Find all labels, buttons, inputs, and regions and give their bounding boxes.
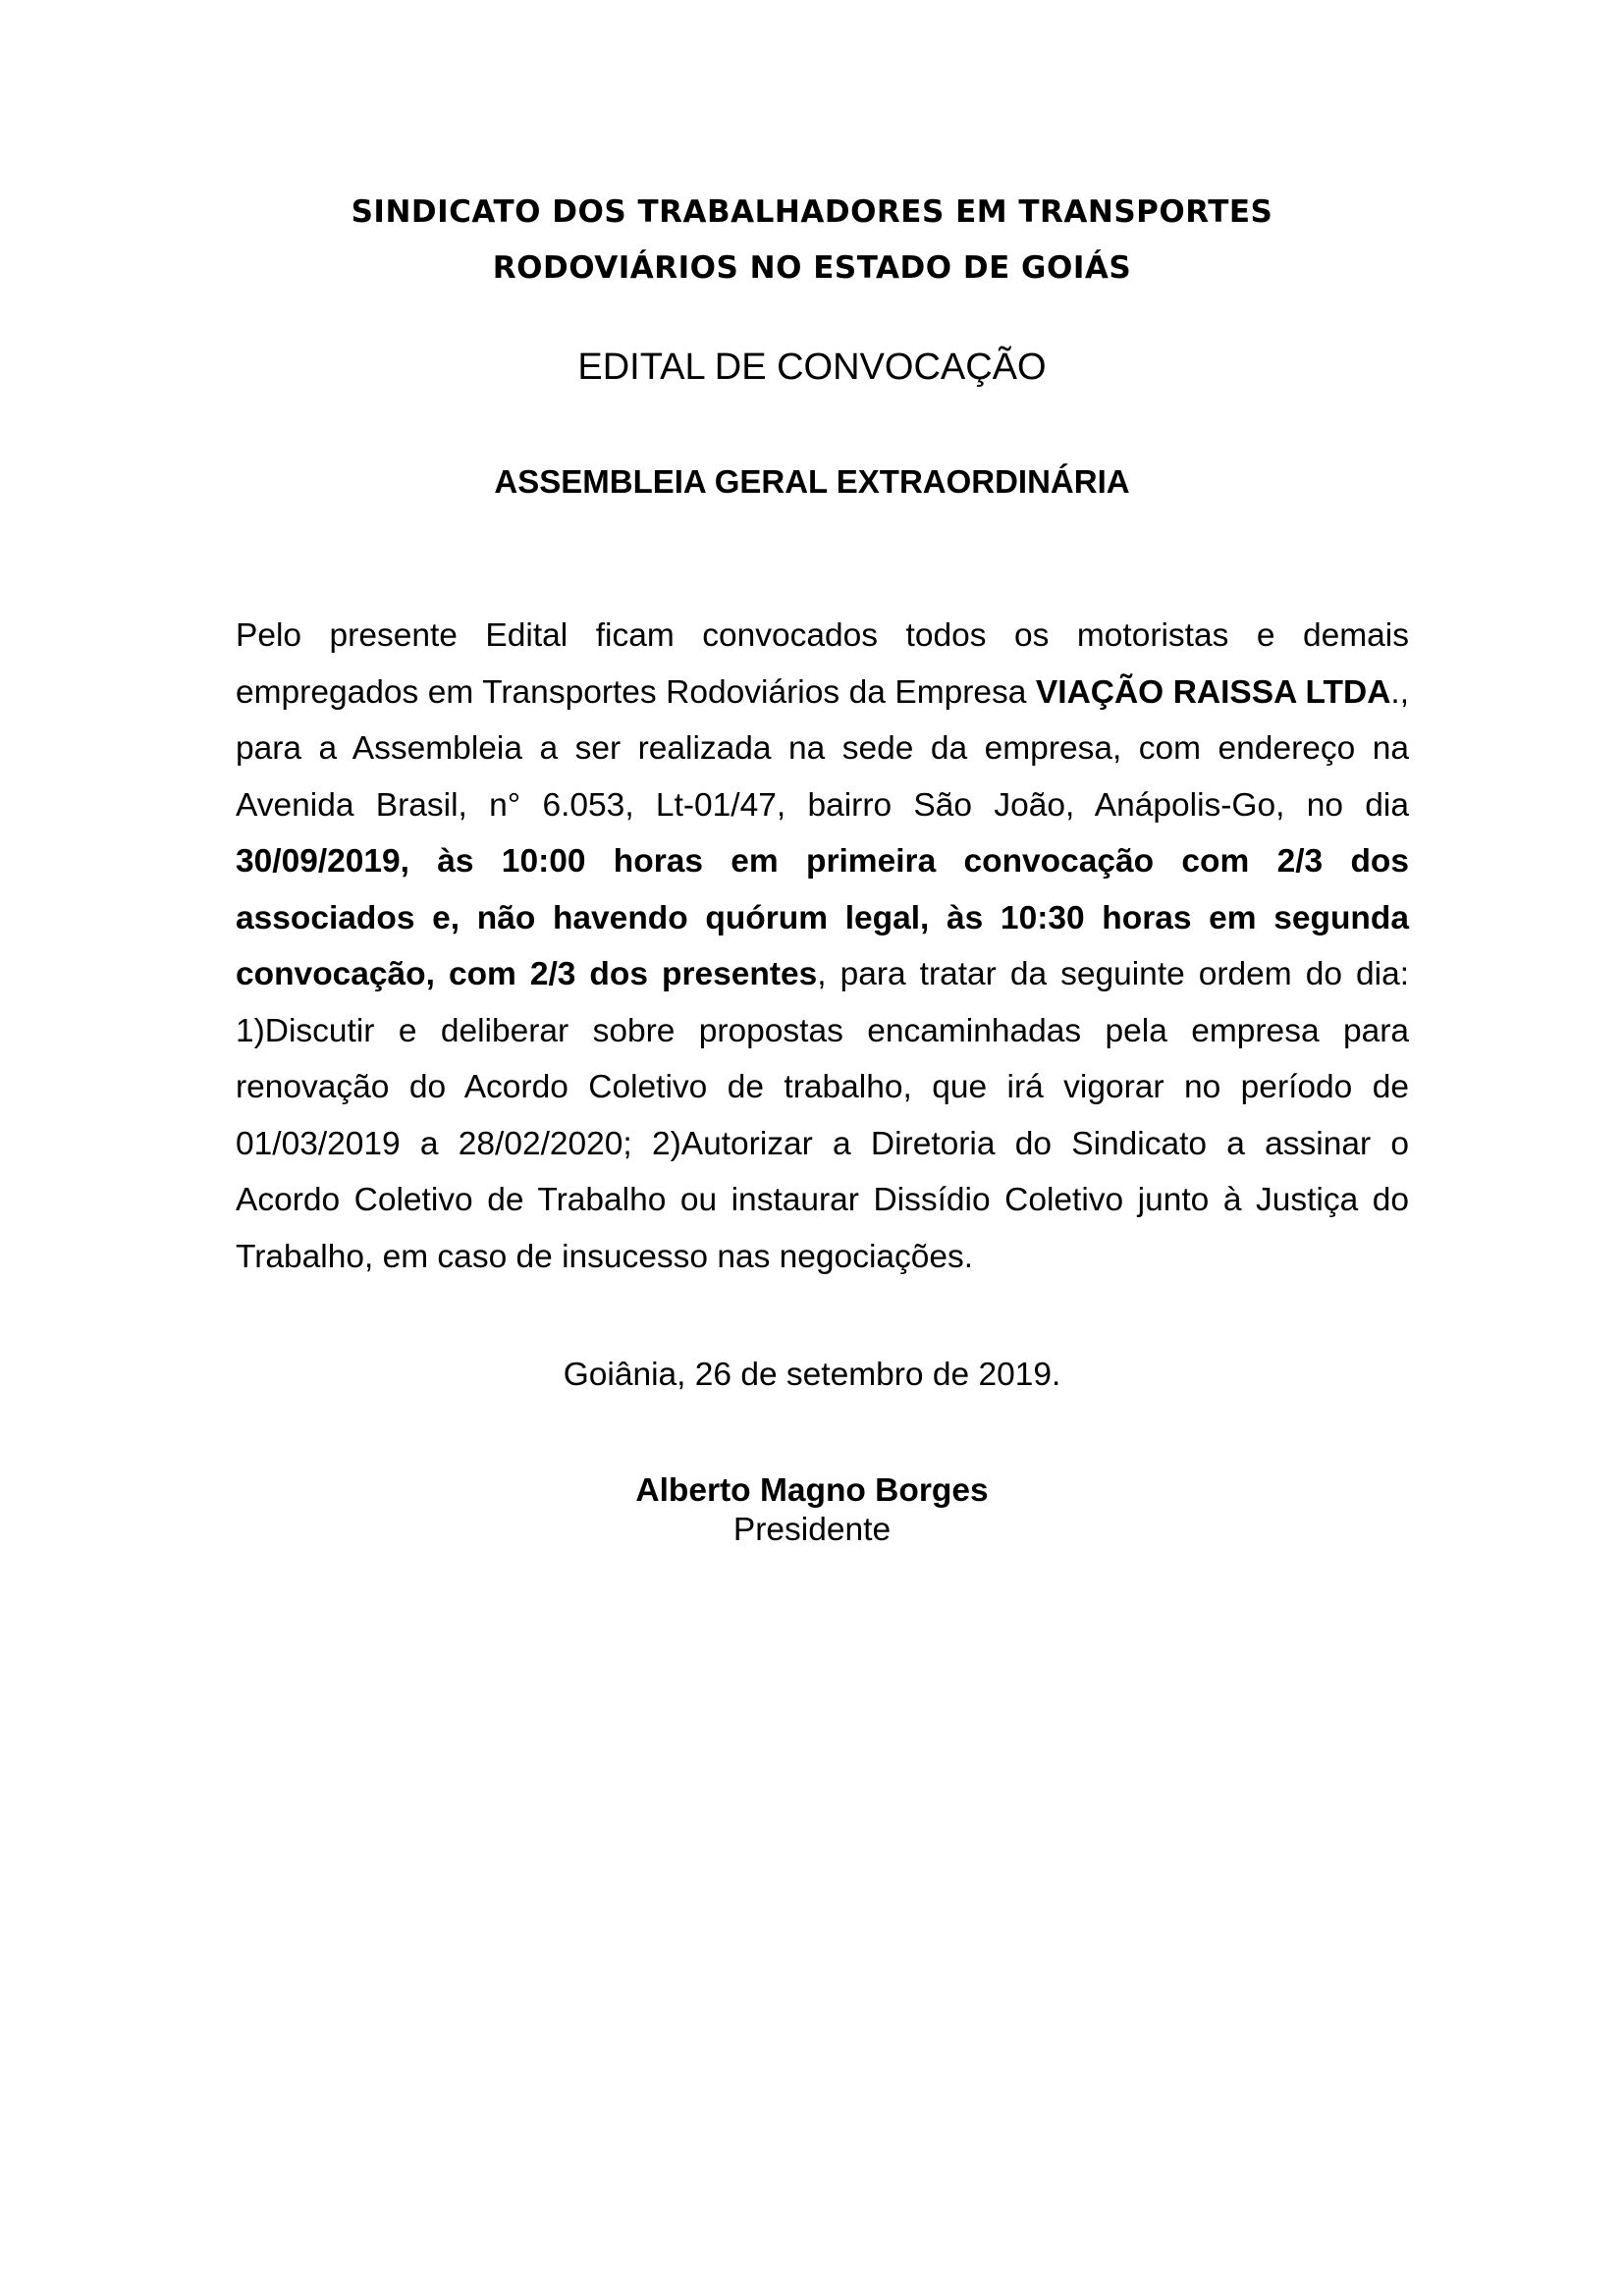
paragraph-text-agenda: , para tratar da seguinte ordem do dia: 1)Discutir e deliberar sobre propostas encaminhadas pela empresa para renovação do Acordo Coletivo de trabalho, que irá vigorar no período de 01/03/2019 a 28/02/2020; 2)Autorizar a Diretoria do Sindicato a assinar o Acordo Coletivo de Trabalho ou instaurar Dissídio Coletivo junto à Justiça do Trabalho, em caso de insucesso nas negociações. [236,956,1410,1275]
place-and-date: Goiânia, 26 de setembro de 2019. [563,1357,1061,1393]
meeting-schedule: 30/09/2019, às 10:00 horas em primeira convocação com 2/3 dos associados e, não havendo quórum legal, às 10:30 horas em segunda convocação, com 2/3 dos presentes [236,843,1409,992]
signer-name: Alberto Magno Borges [635,1472,989,1509]
convocation-paragraph [236,608,1409,1285]
signer-role: Presidente [732,1512,892,1548]
organization-name-line-1: SINDICATO DOS TRABALHADORES EM TRANSPORTES [351,194,1273,230]
company-name: VIAÇÃO RAISSA LTDA [1035,673,1391,711]
paragraph-text-address: ., para a Assembleia a ser realizada na sede da empresa, com endereço na Avenida Brasil, n° 6.053, Lt-01/47, bairro São João, Anápolis-Go, no dia [236,673,1410,824]
organization-name-line-2: RODOVIÁRIOS NO ESTADO DE GOIÁS [492,250,1132,286]
document-subtitle: ASSEMBLEIA GERAL EXTRAORDINÁRIA [494,463,1130,500]
document-title: EDITAL DE CONVOCAÇÃO [577,347,1047,388]
paragraph-text-intro: Pelo presente Edital ficam convocados todos os motoristas e demais empregados em Transportes Rodoviários da Empresa [236,617,1409,711]
